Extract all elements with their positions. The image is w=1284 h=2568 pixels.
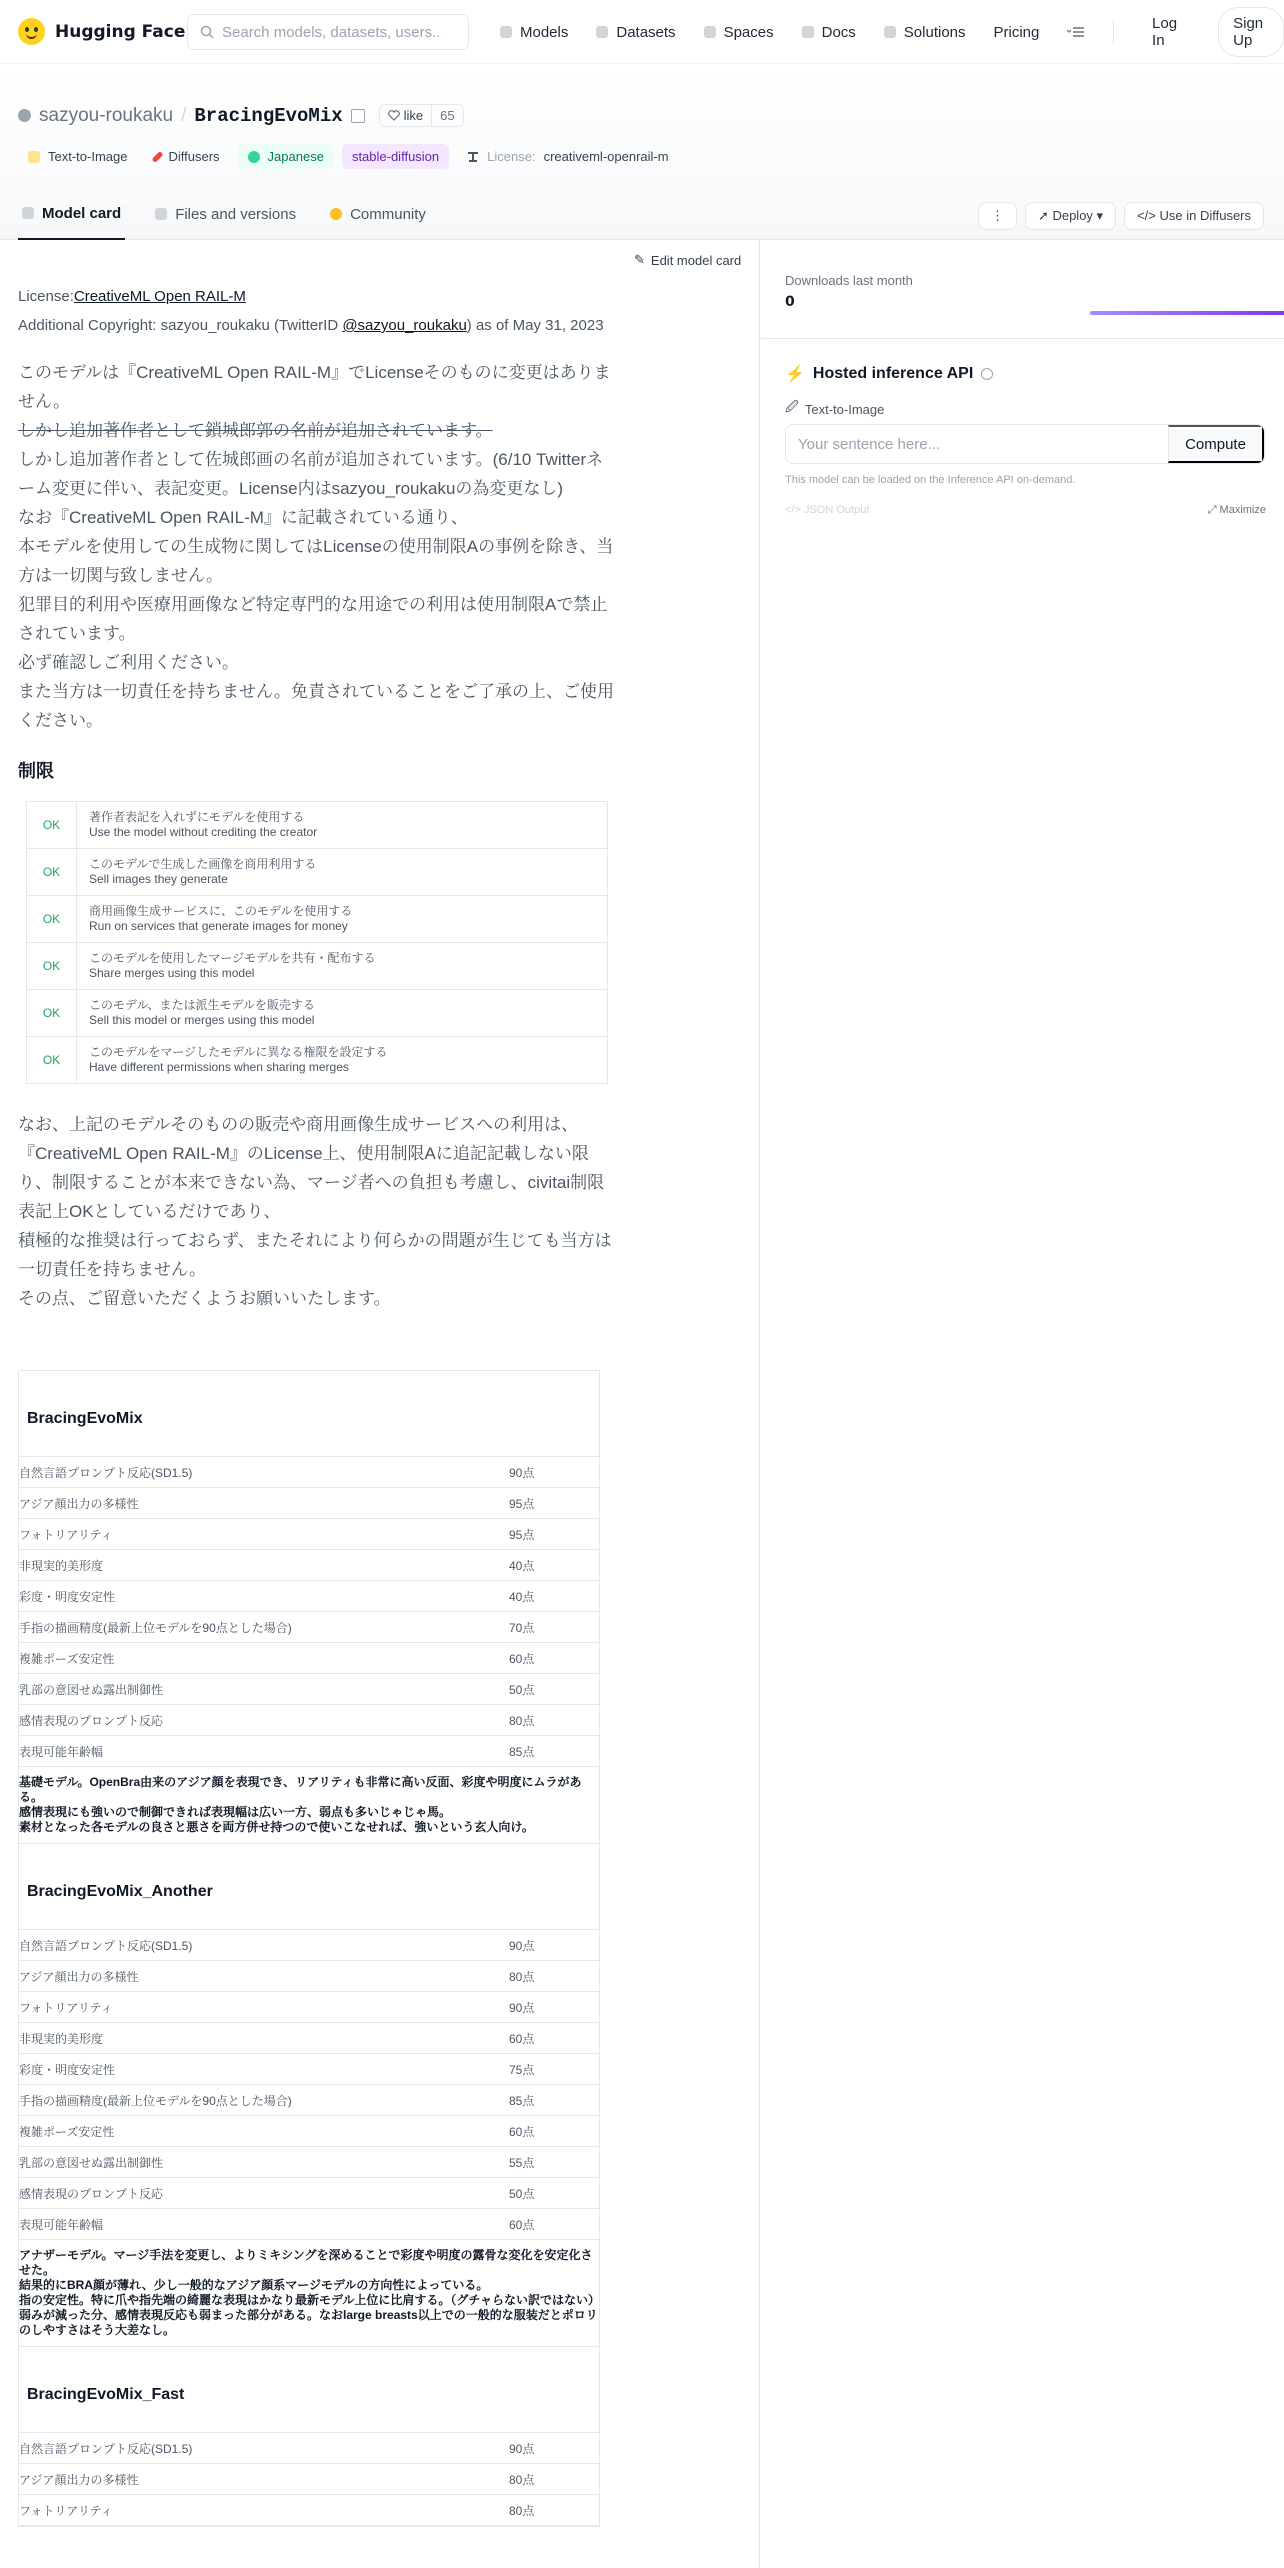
score-note xyxy=(19,1767,599,1844)
restriction-en: Sell images they generate xyxy=(89,872,228,886)
table-row xyxy=(19,1930,599,1961)
nav-docs-label: Docs xyxy=(821,23,856,41)
score-label: フォトリアリティ xyxy=(19,1527,113,1542)
restriction-status: OK xyxy=(27,943,77,990)
restriction-jp: このモデル、または派生モデルを販売する xyxy=(89,998,315,1012)
score-label: 自然言語プロンプト反応(SD1.5) xyxy=(19,1938,193,1953)
diffusers-icon xyxy=(152,150,164,162)
restriction-desc xyxy=(77,1037,608,1084)
tag-diffusers-label: Diffusers xyxy=(168,149,220,164)
restriction-status: OK xyxy=(27,990,77,1037)
score-label: 表現可能年齢幅 xyxy=(19,1744,104,1759)
sidebar-divider xyxy=(761,338,1284,339)
restriction-jp: このモデルを使用したマージモデルを共有・配布する xyxy=(89,951,376,965)
score-label: 非現実的美形度 xyxy=(19,2031,104,2046)
table-row xyxy=(19,2209,599,2240)
like-button[interactable] xyxy=(380,105,432,126)
score-label: 彩度・明度安定性 xyxy=(19,1589,116,1604)
score-value: 40点 xyxy=(509,1589,535,1604)
files-icon xyxy=(155,208,167,220)
table-row xyxy=(27,849,608,896)
score-table xyxy=(18,1370,600,2527)
tag-text-to-image-label: Text-to-Image xyxy=(48,149,128,164)
table-row xyxy=(27,1037,608,1084)
commercial-use-notice xyxy=(18,1110,618,1313)
restriction-en: Run on services that generate images for money xyxy=(89,919,348,933)
table-row xyxy=(19,2433,599,2464)
text-to-image-task-icon: 🖉 xyxy=(785,399,799,414)
tab-model-card[interactable] xyxy=(18,188,125,240)
table-row xyxy=(19,2464,599,2495)
login-button[interactable]: Log In xyxy=(1152,15,1178,49)
score-note-line: 指の安定性。特に爪や指先端の綺麗な表現はかなり最新モデル上位に比肩する。（グチャらない訳ではない） xyxy=(19,2293,601,2307)
restriction-jp: このモデルで生成した画像を商用利用する xyxy=(89,857,317,871)
restriction-status: OK xyxy=(27,849,77,896)
table-row xyxy=(27,990,608,1037)
jp-line-1-strikethrough: しかし追加著作者として鎖城郎郭の名前が追加されています。 xyxy=(18,421,493,440)
score-note xyxy=(19,2240,599,2347)
model-card-content xyxy=(18,282,618,2527)
license-label: License: xyxy=(487,149,536,164)
code-brackets-icon: </> xyxy=(785,504,804,516)
tag-diffusers[interactable] xyxy=(145,144,229,169)
downloads-sparkline xyxy=(1090,311,1284,315)
score-label: フォトリアリティ xyxy=(19,2000,113,2015)
nav-docs[interactable] xyxy=(802,24,856,41)
nav-solutions-label: Solutions xyxy=(903,23,966,41)
table-row xyxy=(19,1519,599,1550)
downloads-label: Downloads last month xyxy=(785,273,913,288)
after-line-3: その点、ご留意いただくようお願いいたします。 xyxy=(18,1289,391,1308)
owner-avatar xyxy=(18,109,31,122)
score-block xyxy=(19,2347,599,2526)
table-row xyxy=(19,2147,599,2178)
table-row xyxy=(19,1581,599,1612)
jp-line-6: 必ず確認しご利用ください。 xyxy=(18,653,239,672)
score-note-line: アナザーモデル。マージ手法を変更し、よりミキシングを深めることで彩度や明度の露骨な変化を安定化させた。 xyxy=(19,2248,593,2277)
license-scale-icon xyxy=(467,151,479,163)
license-notice xyxy=(18,358,618,735)
score-value: 90点 xyxy=(509,2000,535,2015)
tab-community-label: Community xyxy=(350,205,426,223)
tag-list xyxy=(18,144,679,169)
table-row xyxy=(27,896,608,943)
header-actions xyxy=(978,202,1264,230)
restrictions-table xyxy=(26,801,608,1084)
community-icon xyxy=(330,208,342,220)
score-label: 非現実的美形度 xyxy=(19,1558,104,1573)
tag-stable-diffusion[interactable] xyxy=(342,144,449,169)
score-label: 彩度・明度安定性 xyxy=(19,2062,116,2077)
compute-button[interactable]: Compute xyxy=(1168,425,1264,463)
model-card-icon xyxy=(22,207,34,219)
jp-line-0: このモデルは『CreativeML Open RAIL-M』でLicenseそのものに変更はありません。 xyxy=(18,363,611,411)
tab-community[interactable] xyxy=(326,188,430,240)
deploy-icon: ➚ xyxy=(1037,208,1053,223)
restrictions-heading: 制限 xyxy=(18,761,54,781)
table-row xyxy=(19,1612,599,1643)
license-value: creativeml-openrail-m xyxy=(543,149,669,164)
score-value: 75点 xyxy=(509,2062,535,2077)
twitter-link[interactable]: @sazyou_roukaku xyxy=(342,317,467,334)
table-row xyxy=(19,1705,599,1736)
copy-icon[interactable] xyxy=(351,109,365,123)
nav-solutions[interactable] xyxy=(884,24,966,41)
score-value: 95点 xyxy=(509,1527,535,1542)
brand-name: Hugging Face xyxy=(55,21,186,42)
lightning-icon: ⚡ xyxy=(785,366,805,383)
score-label: 複雑ポーズ安定性 xyxy=(19,1651,115,1666)
score-label: 感情表現のプロンプト反応 xyxy=(19,1713,164,1728)
score-value: 90点 xyxy=(509,1938,535,1953)
table-row xyxy=(19,2023,599,2054)
score-label: アジア顔出力の多様性 xyxy=(19,1496,139,1511)
json-output-label: JSON Output xyxy=(803,504,870,516)
score-label: アジア顔出力の多様性 xyxy=(19,2472,139,2487)
brand-link[interactable] xyxy=(18,18,185,45)
table-row xyxy=(19,1488,599,1519)
score-note-line: 素材となった各モデルの良さと悪さを両方併せ持つので使いこなせれば、強いという玄人向け。 xyxy=(19,1820,534,1834)
score-label: アジア顔出力の多様性 xyxy=(19,1969,139,1984)
table-row xyxy=(19,1643,599,1674)
restriction-desc xyxy=(77,896,608,943)
json-output-button[interactable] xyxy=(785,504,869,516)
jp-line-4: 本モデルを使用しての生成物に関してはLicenseの使用制限Aの事例を除き、当方は一切関与致しません。 xyxy=(18,537,614,585)
edit-model-card-button[interactable] xyxy=(634,252,741,268)
score-label: 自然言語プロンプト反応(SD1.5) xyxy=(19,1465,193,1480)
score-value: 90点 xyxy=(509,1465,535,1480)
score-value: 80点 xyxy=(509,1713,535,1728)
more-menu-button[interactable] xyxy=(1067,26,1085,38)
tab-files[interactable] xyxy=(151,188,300,240)
score-label: 手指の描画精度(最新上位モデルを90点とした場合) xyxy=(19,2093,292,2108)
tag-stable-diffusion-label: stable-diffusion xyxy=(351,149,440,164)
tab-files-label: Files and versions xyxy=(175,205,297,223)
nav-menu xyxy=(500,0,1284,64)
more-menu-icon xyxy=(1067,26,1085,38)
table-row xyxy=(19,2178,599,2209)
score-label: 手指の描画精度(最新上位モデルを90点とした場合) xyxy=(19,1620,292,1635)
model-card-panel xyxy=(0,240,760,2568)
models-icon xyxy=(500,26,512,38)
text-to-image-icon xyxy=(28,151,40,163)
restriction-en: Have different permissions when sharing merges xyxy=(89,1060,349,1074)
table-row xyxy=(19,1992,599,2023)
restriction-jp: 商用画像生成サービスに、このモデルを使用する xyxy=(89,904,353,918)
jp-line-2: しかし追加著作者として佐城郎画の名前が追加されています。(6/10 Twitterネーム変更に伴い、表記変更。License内はsazyou_roukakuの為変更なし) xyxy=(18,450,604,498)
score-label: 感情表現のプロンプト反応 xyxy=(19,2186,164,2201)
jp-line-5: 犯罪目的利用や医療用画像など特定専門的な用途での利用は使用制限Aで禁止されています。 xyxy=(18,595,608,643)
table-row xyxy=(19,2495,599,2526)
signup-button[interactable]: Sign Up xyxy=(1218,7,1284,57)
score-label: 複雑ポーズ安定性 xyxy=(19,2124,115,2139)
restriction-desc xyxy=(77,990,608,1037)
license-prefix: License: xyxy=(18,288,74,305)
search-box[interactable] xyxy=(187,14,469,50)
score-value: 85点 xyxy=(509,1744,535,1759)
nav-pricing[interactable] xyxy=(994,24,1040,41)
api-input-group xyxy=(785,424,1265,464)
docs-icon xyxy=(802,26,814,38)
tab-model-card-label: Model card xyxy=(42,204,122,222)
score-value: 55点 xyxy=(509,2155,535,2170)
score-value: 60点 xyxy=(509,1651,535,1666)
score-block xyxy=(19,1844,599,2347)
jp-line-3: なお『CreativeML Open RAIL-M』に記載されている通り、 xyxy=(18,508,468,527)
score-label: 表現可能年齢幅 xyxy=(19,2217,104,2232)
maximize-icon: ⤢ xyxy=(1207,504,1220,516)
api-note: This model can be loaded on the Inference API on-demand. xyxy=(785,474,1076,486)
score-value: 50点 xyxy=(509,2186,535,2201)
nav-spaces-label: Spaces xyxy=(723,23,774,41)
score-note-line: 感情表現にも強いので制御できれば表現幅は広い一方、弱点も多いじゃじゃ馬。 xyxy=(19,1805,452,1819)
score-block-title: BracingEvoMix_Another xyxy=(19,1844,599,1930)
more-options-button[interactable]: ⋮ xyxy=(978,202,1017,230)
restriction-status: OK xyxy=(27,802,77,849)
score-value: 95点 xyxy=(509,1496,535,1511)
restriction-status: OK xyxy=(27,896,77,943)
table-row xyxy=(19,2054,599,2085)
repo-separator: / xyxy=(181,104,187,126)
top-nav xyxy=(0,0,1284,64)
score-value: 80点 xyxy=(509,1969,535,1984)
like-widget xyxy=(379,104,464,127)
hugging-face-logo-icon xyxy=(18,18,45,45)
code-icon: </> xyxy=(1137,208,1160,223)
license-line xyxy=(18,282,618,311)
restriction-status: OK xyxy=(27,1037,77,1084)
table-row xyxy=(19,1736,599,1767)
restriction-en: Share merges using this model xyxy=(89,966,255,980)
spaces-icon xyxy=(704,26,716,38)
table-row xyxy=(19,2085,599,2116)
score-block-title: BracingEvoMix xyxy=(19,1371,599,1457)
table-row xyxy=(27,943,608,990)
restriction-jp: このモデルをマージしたモデルに異なる権限を設定する xyxy=(89,1045,388,1059)
deploy-label: Deploy xyxy=(1052,208,1093,223)
table-row xyxy=(19,1550,599,1581)
repo-owner-link[interactable]: sazyou-roukaku xyxy=(39,104,174,126)
score-label: 乳部の意図せぬ露出制御性 xyxy=(19,1682,164,1697)
score-block-title: BracingEvoMix_Fast xyxy=(19,2347,599,2433)
restriction-desc xyxy=(77,849,608,896)
restriction-desc xyxy=(77,943,608,990)
inference-api-label: Hosted inference API xyxy=(812,365,974,382)
search-icon xyxy=(200,25,214,39)
score-value: 85点 xyxy=(509,2093,535,2108)
score-block xyxy=(19,1371,599,1844)
sentence-input[interactable] xyxy=(786,425,1168,463)
edit-model-card-label: Edit model card xyxy=(650,252,742,268)
score-note-line: 基礎モデル。OpenBra由来のアジア顔を表現でき、リアリティも非常に高い反面、彩度や明度にムラがある。 xyxy=(19,1775,582,1804)
after-line-1: 『CreativeML Open RAIL-M』のLicense上、使用制限Aに追記記載しない限り、制限することが本来できない為、マージ者への負担も考慮し、civitai制限表記上OKとしているだけであり、 xyxy=(18,1144,605,1221)
restriction-desc xyxy=(77,802,608,849)
api-task xyxy=(785,398,884,420)
score-value: 90点 xyxy=(509,2441,535,2456)
table-row xyxy=(27,802,608,849)
nav-pricing-label: Pricing xyxy=(993,23,1040,41)
maximize-label: Maximize xyxy=(1219,504,1266,516)
restriction-en: Use the model without crediting the creator xyxy=(89,825,318,839)
score-value: 80点 xyxy=(509,2503,535,2518)
like-label: like xyxy=(403,108,424,123)
after-line-2: 積極的な推奨は行っておらず、またそれにより何らかの問題が生じても当方は一切責任を持ちません。 xyxy=(18,1231,612,1279)
maximize-button[interactable] xyxy=(1208,504,1266,517)
search-input[interactable] xyxy=(222,24,442,41)
copyright-line xyxy=(18,311,618,340)
solutions-icon xyxy=(884,26,896,38)
jp-line-7: また当方は一切責任を持ちません。免責されていることをご了承の上、ご使用ください。 xyxy=(18,682,615,730)
tag-license[interactable] xyxy=(457,144,678,169)
nav-datasets[interactable] xyxy=(596,24,675,41)
model-tabs xyxy=(18,188,430,240)
table-row xyxy=(19,1674,599,1705)
info-icon[interactable] xyxy=(981,368,993,380)
score-value: 40点 xyxy=(509,1558,535,1573)
edit-pencil-icon: ✎ xyxy=(634,252,645,267)
score-value: 50点 xyxy=(509,1682,535,1697)
tag-text-to-image[interactable] xyxy=(18,144,137,169)
repo-title xyxy=(18,104,464,127)
nav-spaces[interactable] xyxy=(704,24,774,41)
table-row xyxy=(19,1961,599,1992)
copyright-prefix: Additional Copyright: sazyou_roukaku (TwitterID xyxy=(18,317,343,334)
score-label: 乳部の意図せぬ露出制御性 xyxy=(19,2155,164,2170)
tag-japanese-label: Japanese xyxy=(267,149,324,164)
downloads-widget xyxy=(785,273,1265,333)
tag-japanese[interactable] xyxy=(238,144,334,169)
restriction-jp: 著作者表記を入れずにモデルを使用する xyxy=(89,810,305,824)
heart-icon xyxy=(388,110,400,121)
score-value: 60点 xyxy=(509,2217,535,2232)
score-label: 自然言語プロンプト反応(SD1.5) xyxy=(19,2441,193,2456)
score-note-line: 弱みが減った分、感情表現反応も弱まった部分がある。なおlarge breasts以上での一般的な服装だとポロリのしやすさはそう大差なし。 xyxy=(19,2308,598,2337)
score-label: フォトリアリティ xyxy=(19,2503,113,2518)
use-in-diffusers-button[interactable] xyxy=(1124,202,1264,230)
score-note-line: 結果的にBRA顔が薄れ、少し一般的なアジア顔系マージモデルの方向性によっている。 xyxy=(19,2278,489,2292)
score-value: 70点 xyxy=(509,1620,535,1635)
language-globe-icon xyxy=(248,151,260,163)
score-value: 60点 xyxy=(509,2124,535,2139)
score-value: 80点 xyxy=(509,2472,535,2487)
table-row xyxy=(19,2116,599,2147)
downloads-value: 0 xyxy=(785,294,795,310)
restriction-en: Sell this model or merges using this model xyxy=(89,1013,315,1027)
like-count[interactable]: 65 xyxy=(431,105,462,126)
datasets-icon xyxy=(596,26,608,38)
nav-divider xyxy=(1113,20,1114,44)
repo-name-link[interactable]: BracingEvoMix xyxy=(194,104,343,127)
copyright-suffix: ) as of May 31, 2023 xyxy=(466,317,604,334)
table-row xyxy=(19,1457,599,1488)
nav-datasets-label: Datasets xyxy=(616,23,676,41)
api-task-label: Text-to-Image xyxy=(804,401,885,417)
after-line-0: なお、上記のモデルそのものの販売や商用画像生成サービスへの利用は、 xyxy=(18,1115,579,1134)
nav-models-label: Models xyxy=(520,23,569,41)
score-value: 60点 xyxy=(509,2031,535,2046)
inference-api-title xyxy=(785,364,993,384)
deploy-button[interactable]: ➚ Deploy ▾ xyxy=(1025,202,1116,230)
nav-models[interactable] xyxy=(500,24,568,41)
model-header xyxy=(0,64,1284,240)
license-link[interactable]: CreativeML Open RAIL-M xyxy=(73,288,246,305)
use-in-diffusers-label: Use in Diffusers xyxy=(1159,208,1251,223)
